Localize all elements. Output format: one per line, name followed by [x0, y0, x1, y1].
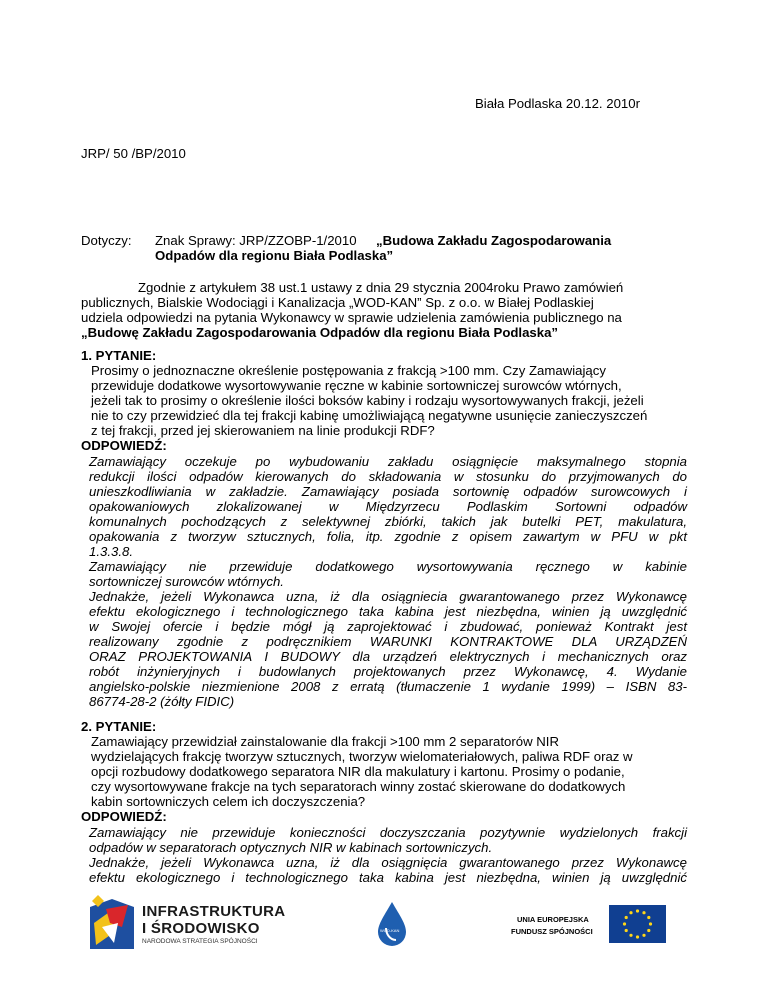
q1-answer-line: Jednakże, jeżeli Wykonawca uzna, iż dla osiągniecia gwarantowanego przez Wykonawcę: [89, 589, 687, 604]
subject-case-number: Znak Sprawy: JRP/ZZOBP-1/2010: [155, 233, 357, 248]
q1-line: przewiduje dodatkowe wysortowywanie ręczne w kabinie sortowniczej surowców wtórnych,: [91, 378, 622, 393]
q1-answer-line: 86774-28-2 (żółty FIDIC): [89, 694, 235, 709]
infrastruktura-logo-line2: I ŚRODOWISKO: [142, 920, 260, 937]
infrastruktura-logo: [88, 893, 288, 953]
infrastruktura-logo-sub: NARODOWA STRATEGIA SPÓJNOŚCI: [142, 938, 258, 945]
q2-line: Zamawiający przewidział zainstalowanie dla frakcji >100 mm 2 separatorów NIR: [91, 734, 559, 749]
subject-title-line2: Odpadów dla regionu Biała Podlaska”: [155, 248, 394, 263]
q1-answer-line: opakowania z tworzyw sztucznych, folia, itp. zgodnie z opisem zawartym w PFU w pkt: [89, 529, 687, 544]
q1-answer-line: efektu ekologicznego i technologicznego taka kabina jest niezbędna, winien ją uwzględnić: [89, 604, 687, 619]
q2-answer-line: odpadów w separatorach optycznych NIR w kabinach sortowniczych.: [89, 840, 493, 855]
q1-answer-line: Zamawiający nie przewiduje dodatkowego wysortowywania ręcznego w kabinie: [89, 559, 687, 574]
q1-line: Prosimy o jednoznaczne określenie postępowania z frakcją >100 mm. Czy Zamawiający: [91, 363, 606, 378]
infrastruktura-logo-line1: INFRASTRUKTURA: [142, 903, 286, 920]
q1-line: z tej frakcji, przed jej skierowaniem na linie produkcji RDF?: [91, 423, 435, 438]
q1-line: jeżeli tak to prosimy o określenie ilości boksów kabiny i rodzaju wysortowywanych frakcji, jeżeli: [91, 393, 644, 408]
q2-answer-line: efektu ekologicznego i technologicznego taka kabina jest niezbędna, winien ją uwzględnić: [89, 870, 687, 885]
q1-answer-line: robót inżynieryjnych i budowlanych projektowanych przez Wykonawcę, 4. Wydanie: [89, 664, 687, 679]
q1-answer-heading: ODPOWIEDŹ:: [81, 438, 167, 453]
infrastruktura-emblem-icon: [88, 893, 136, 953]
q1-answer-line: angielsko-polskie niezmienione 2008 z erratą (tłumaczenie 1 wydanie 1999) – ISBN 83-: [89, 679, 687, 694]
subject-title-line1: „Budowa Zakładu Zagospodarowania: [376, 233, 612, 248]
q2-answer-heading: ODPOWIEDŹ:: [81, 809, 167, 824]
reference-number: JRP/ 50 /BP/2010: [81, 146, 186, 161]
q1-answer-line: unieszkodliwiania w zakładzie. Zamawiający posiada sortownię odpadów surowcowych i: [89, 484, 687, 499]
water-drop-icon: [374, 900, 410, 948]
q2-line: kabin sortowniczych celem ich doczyszczenia?: [91, 794, 366, 809]
q2-line: czy wysortowywane frakcje na tych separatorach winny zostać skierowane do dodatkowych: [91, 779, 626, 794]
wodkan-logo: [374, 900, 410, 948]
q1-answer-line: opakowaniowych zlokalizowanej w Międzyrzecu Podlaskim Sortowni odpadów: [89, 499, 687, 514]
intro-line1: Zgodnie z artykułem 38 ust.1 ustawy z dnia 29 stycznia 2004roku Prawo zamówień: [138, 280, 624, 295]
q2-line: wydzielających frakcję tworzyw sztucznych, tworzyw wielomateriałowych, paliwa RDF oraz w: [91, 749, 633, 764]
intro-line3: udziela odpowiedzi na pytania Wykonawcy w sprawie udzielenia zamówienia publicznego na: [81, 310, 622, 325]
eu-flag-icon: [609, 905, 666, 943]
q1-answer-line: realizowany zgodnie z podręcznikiem WARUNKI KONTRAKTOWE DLA URZĄDZEŃ: [89, 634, 687, 649]
q1-heading: 1. PYTANIE:: [81, 348, 157, 363]
q1-answer-line: komunalnych pochodzących z selektywnej zbiórki, takich jak butelki PET, makulatura,: [89, 514, 687, 529]
q1-line: nie to czy przewidzieć dla tej frakcji kabinę umożliwiającą negatywne usunięcie zanieczyszczeń: [91, 408, 648, 423]
q1-answer-line: 1.3.3.8.: [89, 544, 133, 559]
intro-line4: „Budowę Zakładu Zagospodarowania Odpadów dla regionu Biała Podlaska”: [81, 325, 559, 340]
q1-answer-line: sortowniczej surowców wtórnych.: [89, 574, 284, 589]
subject-label: Dotyczy:: [81, 233, 132, 248]
q1-answer-line: Zamawiający oczekuje po wybudowaniu zakładu osiągnięcie maksymalnego stopnia: [89, 454, 687, 469]
intro-line2: publicznych, Bialskie Wodociągi i Kanalizacja „WOD-KAN” Sp. z o.o. w Białej Podlaskiej: [81, 295, 594, 310]
q1-answer-line: w Swojej ofercie i będzie mógł ją zaprojektować i zbudować, ponieważ Kontrakt jest: [89, 619, 687, 634]
q1-answer-line: redukcji ilości odpadów kierowanych do składowania w stosunku do przyjmowanych do: [89, 469, 687, 484]
place-date: Biała Podlaska 20.12. 2010r: [475, 96, 640, 111]
q2-answer-line: Jednakże, jeżeli Wykonawca uzna, iż dla osiągnięcia gwarantowanego przez Wykonawcę: [89, 855, 687, 870]
q2-line: opcji rozbudowy dodatkowego separatora NIR dla makulatury i kartonu. Prosimy o podanie,: [91, 764, 625, 779]
wodkan-logo-text: WOD-KAN: [380, 928, 400, 933]
q1-answer-line: ORAZ PROJEKTOWANIA I BUDOWY dla urządzeń elektrycznych i mechanicznych oraz: [89, 649, 687, 664]
eu-label-line1: UNIA EUROPEJSKA: [517, 915, 589, 924]
q2-answer-line: Zamawiający nie przewiduje konieczności doczyszczania pozytywnie wydzielonych frakcji: [89, 825, 687, 840]
q2-heading: 2. PYTANIE:: [81, 719, 157, 734]
eu-label-line2: FUNDUSZ SPÓJNOŚCI: [511, 927, 593, 936]
